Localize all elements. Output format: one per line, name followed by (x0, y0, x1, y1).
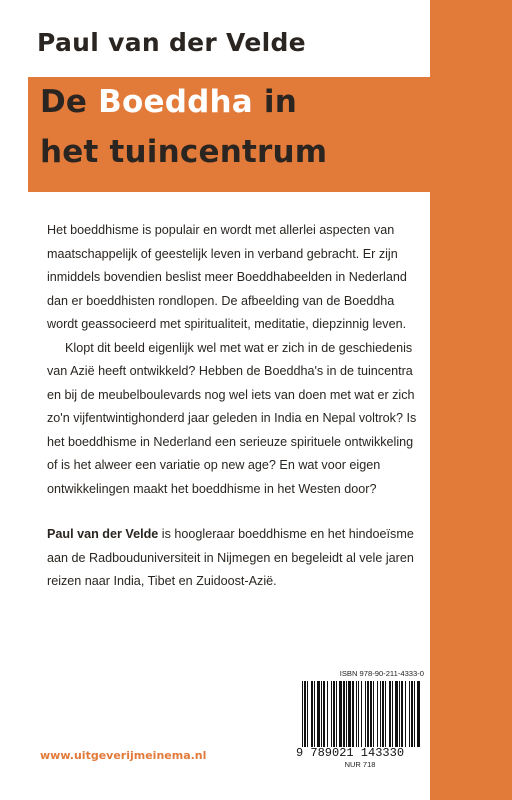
blurb (47, 219, 419, 594)
blurb-paragraph-2: Klopt dit beeld eigenlijk wel met wat er zich in de geschiedenis van Azië heeft ontwikkeld? Hebben de Boeddha's in de tuincentra en bij de meubelboulevards nog wel iets van doen met wat er zich zo'n vijfentwintighonderd jaar geleden in India en Nepal voltrok? Is het boeddhisme in Nederland een serieuze spirituele ontwikkeling of is het alweer een variatie op new age? En wat voor eigen ontwikkelingen maakt het boeddhisme in het Westen door? (47, 340, 417, 496)
title-part-1: De (40, 84, 99, 120)
bio-text: is hoogleraar boeddhisme en het hindoeïsme aan de Radbouduniversiteit in Nijmegen en begeleidt al vele jaren reizen naar India, Tibet en Zuidoost-Azië. (47, 527, 414, 588)
orange-side-strip (430, 0, 512, 800)
barcode-block (296, 669, 424, 777)
bio-author-name: Paul van der Velde (47, 527, 159, 541)
barcode-digits: 9 789021 143330 (296, 746, 405, 760)
publisher-url[interactable]: www.uitgeverijmeinema.nl (40, 749, 207, 762)
blurb-paragraph-1: Het boeddhisme is populair en wordt met allerlei aspecten van maatschappelijk of geestelijk leven in verband gebracht. Er zijn inmiddels bovendien beslist meer Boeddhabeelden in Nederland dan er boeddhisten rondlopen. De afbeelding van de Boeddha wordt geassocieerd met spiritualiteit, meditatie, diepzinnig leven. (47, 223, 407, 331)
author-bio (47, 523, 419, 594)
nur-code: NUR 718 (344, 760, 376, 769)
book-title-line-2: het tuincentrum (40, 134, 328, 170)
book-title-line-1 (40, 84, 297, 120)
title-part-2: in (252, 84, 297, 120)
author-name: Paul van der Velde (37, 28, 306, 57)
title-highlight: Boeddha (98, 84, 253, 120)
isbn-label: ISBN 978-90-211-4333-0 (339, 669, 424, 678)
barcode-icon (296, 681, 424, 747)
